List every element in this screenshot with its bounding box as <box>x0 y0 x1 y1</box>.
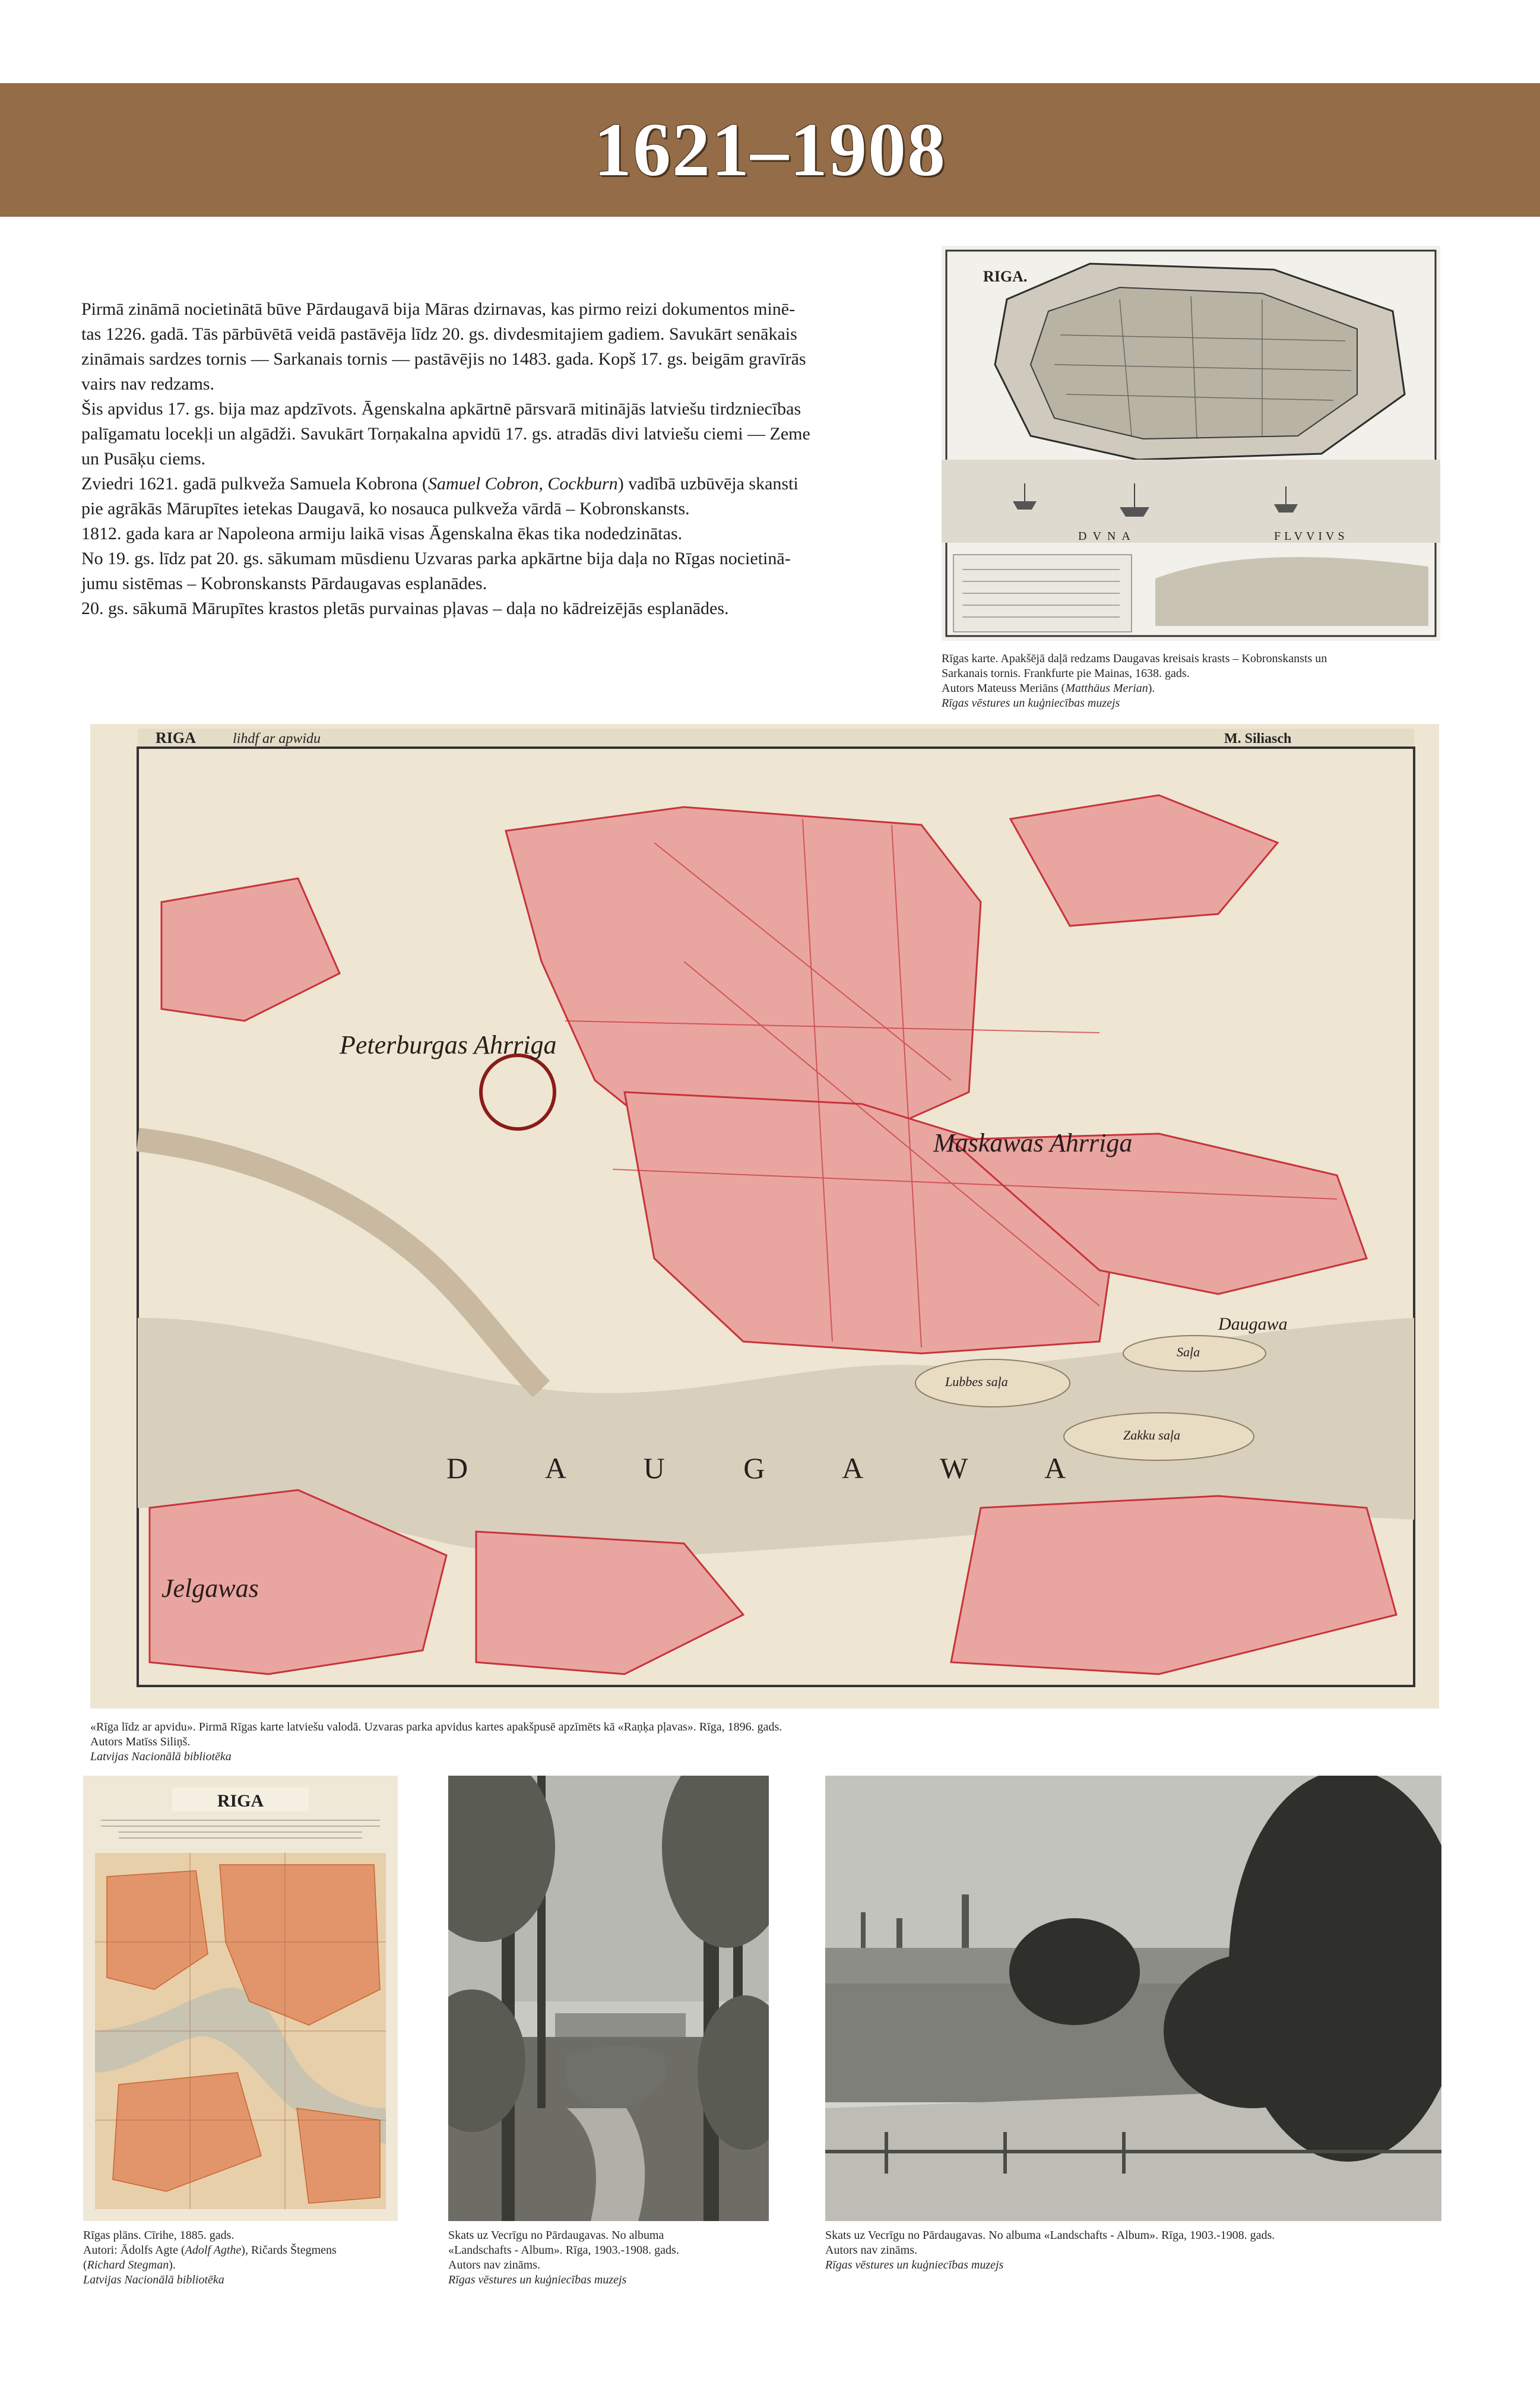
big-map-caption: «Rīga līdz ar apvidu». Pirmā Rīgas karte latviešu valodā. Uzvaras parka apvidus kartes apakšpusē apzīmēts kā «Raņķa pļavas». Rīga, 1896. gads. Autors Matīss Siliņš. Latvijas Nacionālā bibliotēka <box>90 1720 782 1763</box>
plan-caption: Rīgas plāns. Cīrihe, 1885. gads. Autori: Ādolfs Agte (Adolf Agthe), Ričards Štegmens (Richard Stegman). Latvijas Nacionālā bibliotēka <box>83 2229 337 2286</box>
map-label-daugawa-small: Daugawa <box>1218 1314 1288 1334</box>
map-label-lubbes: Lubbes saļa <box>945 1374 1008 1389</box>
map-header-mid: lihdf ar apwidu <box>233 731 321 746</box>
intro-paragraph-1: Pirmā zināmā nocietinātā būve Pārdaugavā bija Māras dzirnavas, kas pirmo reizi dokumentos minē- tas 1226. gadā. Tās pārbūvētā veidā pastāvēja līdz 20. gs. divdesmitajiem gadiem. Savukārt senākais zināmais sardzes tornis — Sarkanais tornis — pastāvējis no 1483. gada. Kopš 17. gs. beigām gravīrās vairs nav redzams. <box>81 299 806 394</box>
map-label-peterburgas: Peterburgas Ahrriga <box>340 1030 557 1059</box>
photo-city-plan-1885 <box>83 1776 398 2221</box>
map-label-zakku: Zakku saļa <box>1123 1428 1180 1443</box>
map-label-maskawas: Maskawas Ahrriga <box>933 1128 1133 1157</box>
page-title: 1621–1908 <box>594 107 946 192</box>
map-label-jelgawas: Jelgawas <box>161 1574 259 1603</box>
meadow-caption: Skats uz Vecrīgu no Pārdaugavas. No albuma «Landschafts - Album». Rīga, 1903.-1908. gads. Autors nav zināms. Rīgas vēstures un kuģniecības muzejs <box>825 2229 1275 2272</box>
forest-caption: Skats uz Vecrīgu no Pārdaugavas. No albuma «Landschafts - Album». Rīga, 1903.-1908. gads. Autors nav zināms. Rīgas vēstures un kuģniecības muzejs <box>448 2229 679 2286</box>
engraving-river-left: DVNA <box>1078 530 1136 543</box>
engraving-river-right: FLVVIVS <box>1274 530 1348 543</box>
map-header-right: M. Siliasch <box>1224 731 1292 746</box>
intro-paragraph-3: Zviedri 1621. gadā pulkveža Samuela Kobrona (Samuel Cobron, Cockburn) vadībā uzbūvēja skansti pie agrākās Mārupītes ietekas Daugavā, ko nosauca pulkveža vārdā – Kobronskansts. <box>81 474 798 518</box>
intro-paragraph-4: 1812. gada kara ar Napoleona armiju laikā visas Āgenskalna ēkas tika nodedzinātas. <box>81 524 683 543</box>
intro-paragraph-2: Šis apvidus 17. gs. bija maz apdzīvots. Āgenskalna apkārtnē pārsvarā mitinājās latviešu tirdzniecības palīgamatu locekļi un algādži. Savukārt Torņakalna apvidū 17. gs. atradās divi latviešu ciemi — Zeme un Pusāķu ciems. <box>81 399 810 469</box>
intro-paragraph-5: No 19. gs. līdz pat 20. gs. sākumam mūsdienu Uzvaras parka apkārtne bija daļa no Rīgas nocietinā- jumu sistēmas – Kobronskansts Pārdaugavas esplanādes. <box>81 549 791 593</box>
engraving-map-1638 <box>942 246 1440 641</box>
intro-paragraph-6: 20. gs. sākumā Mārupītes krastos pletās purvainas pļavas – daļa no kādreizējās esplanādes. <box>81 599 729 618</box>
intro-text <box>81 297 948 621</box>
map-label-sala: Saļa <box>1177 1345 1200 1359</box>
engraving-caption: Rīgas karte. Apakšējā daļā redzams Daugavas kreisais krasts – Kobronskansts un Sarkanais tornis. Frankfurte pie Mainas, 1638. gads. Autors Mateuss Meriāns (Matthäus Merian). Rīgas vēstures un kuģniecības muzejs <box>942 652 1327 710</box>
map-label-daugawa: D A U G A W A <box>446 1451 1102 1485</box>
photo-meadow-view <box>825 1776 1441 2221</box>
big-map-1896 <box>90 724 1439 1709</box>
photo-forest-view <box>448 1776 769 2221</box>
plan-sheet-title: RIGA <box>217 1791 264 1811</box>
engraving-title: RIGA. <box>983 268 1028 285</box>
title-banner <box>0 83 1540 217</box>
map-header-left: RIGA <box>156 729 196 746</box>
